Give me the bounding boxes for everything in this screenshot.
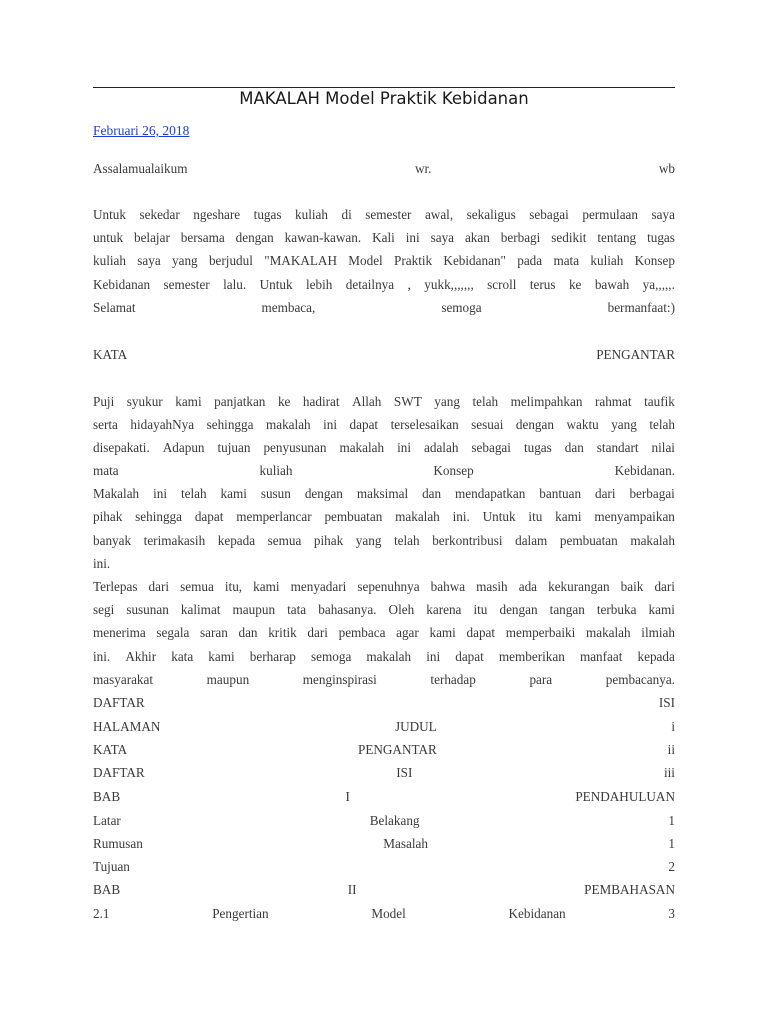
word: HALAMAN — [93, 719, 161, 734]
word: ISI — [396, 765, 413, 780]
word: ii — [667, 742, 675, 757]
word: semua — [267, 533, 302, 548]
word: untuk — [93, 230, 124, 245]
word: detailnya — [345, 277, 395, 292]
word: Oleh — [388, 602, 415, 617]
word: kepada — [637, 649, 675, 664]
word: baik — [620, 579, 644, 594]
word: SWT — [393, 394, 422, 409]
word: PEMBAHASAN — [584, 882, 675, 897]
word: terus — [529, 277, 556, 292]
word: Puji — [93, 394, 115, 409]
word: susun — [260, 486, 291, 501]
word: tugas — [523, 440, 552, 455]
word: menyampaikan — [594, 509, 675, 524]
word: permulaan — [582, 207, 638, 222]
word: PENGANTAR — [357, 742, 437, 757]
word: kami — [220, 486, 247, 501]
word: BAB — [93, 882, 121, 897]
word: ini — [426, 649, 441, 664]
text-line — [93, 273, 675, 296]
word: kata — [171, 649, 194, 664]
word: sebagai — [471, 440, 511, 455]
word: agar — [396, 625, 419, 640]
word: ini — [153, 486, 167, 501]
word: berbagi — [500, 230, 541, 245]
word: lebih — [306, 277, 333, 292]
word: yang — [355, 533, 382, 548]
word: Konsep — [433, 463, 474, 478]
text-line — [93, 855, 675, 878]
word: menyadari — [290, 579, 347, 594]
word: karena — [426, 602, 462, 617]
word: telah — [649, 417, 675, 432]
word: pihak — [93, 509, 123, 524]
word: 1 — [668, 836, 675, 851]
word: saya — [651, 207, 675, 222]
word: KATA — [93, 347, 128, 362]
word: bahwa — [430, 579, 466, 594]
word: bersama — [180, 230, 225, 245]
word: lalu. — [223, 277, 247, 292]
word: pembuatan — [559, 533, 618, 548]
word: Selamat — [93, 300, 136, 315]
word: dapat — [466, 625, 496, 640]
word: mata — [553, 253, 580, 268]
word: akan — [464, 230, 490, 245]
text-line — [93, 761, 675, 784]
text-line — [93, 343, 675, 366]
word: dapat — [455, 649, 484, 664]
word: melimpahkan — [510, 394, 583, 409]
word: itu — [528, 509, 543, 524]
word: hadirat — [302, 394, 340, 409]
word: taufik — [644, 394, 675, 409]
text-line — [93, 552, 675, 575]
word: masyarakat — [93, 672, 154, 687]
word: Kebidanan. — [614, 463, 675, 478]
title-rule — [93, 87, 675, 88]
word: dengan — [515, 417, 554, 432]
text-line — [93, 809, 675, 832]
word: dengan — [499, 602, 538, 617]
word: Kebidanan — [508, 906, 566, 921]
word: waktu — [566, 417, 599, 432]
word: terimakasih — [143, 533, 206, 548]
word: sepenuhnya — [357, 579, 420, 594]
word: 2 — [668, 859, 675, 874]
word: I — [345, 789, 350, 804]
word: Adapun — [162, 440, 205, 455]
word: memberikan — [498, 649, 565, 664]
text-line — [93, 203, 675, 226]
word: makalah — [630, 533, 675, 548]
word: memperbaiki — [505, 625, 576, 640]
word: ke — [568, 277, 582, 292]
word: kuliah — [259, 463, 293, 478]
word: sesuai — [471, 417, 504, 432]
word: kritik — [268, 625, 297, 640]
word: dan — [564, 440, 584, 455]
word: Kali — [372, 230, 395, 245]
word: Allah — [352, 394, 382, 409]
word: serta — [93, 417, 118, 432]
word: wb — [658, 161, 675, 176]
word: makalah — [265, 417, 311, 432]
word: 1 — [668, 813, 675, 828]
word: makalah — [585, 625, 631, 640]
word: Untuk — [259, 277, 293, 292]
text-line — [93, 505, 675, 528]
word: di — [341, 207, 352, 222]
word: Praktik — [394, 253, 433, 268]
word: terhadap — [430, 672, 476, 687]
word: "MAKALAH — [264, 253, 337, 268]
word: Akhir — [125, 649, 157, 664]
word: maksimal — [356, 486, 409, 501]
word: DAFTAR — [93, 765, 145, 780]
text-line — [93, 621, 675, 644]
text-line — [93, 482, 675, 505]
word: Pengertian — [212, 906, 269, 921]
word: dapat — [349, 417, 379, 432]
word: saya — [430, 230, 455, 245]
text-line — [93, 529, 675, 552]
word: Latar — [93, 813, 121, 828]
word: kami — [555, 509, 582, 524]
word: kami — [429, 625, 456, 640]
text-line — [93, 832, 675, 855]
word: , — [407, 277, 411, 292]
word: ini — [323, 417, 338, 432]
word: Untuk — [93, 207, 126, 222]
word: yukk,,,,,,, — [424, 277, 474, 292]
word: Kebidanan" — [443, 253, 506, 268]
word: kepada — [217, 533, 256, 548]
word: pada — [517, 253, 543, 268]
word: maupun — [206, 672, 250, 687]
text-line — [93, 436, 675, 459]
word: nilai — [651, 440, 675, 455]
word: berharap — [249, 649, 296, 664]
word: Model — [348, 253, 383, 268]
word: penyusunan — [263, 440, 327, 455]
word: Masalah — [383, 836, 428, 851]
word: semua — [180, 579, 214, 594]
word: dan — [238, 625, 258, 640]
text-line — [93, 785, 675, 808]
text-line — [93, 157, 675, 180]
text-line — [93, 575, 675, 598]
word: belajar — [133, 230, 170, 245]
word: pembuatan — [324, 509, 383, 524]
post-date-link[interactable]: Februari 26, 2018 — [93, 123, 190, 138]
word: JUDUL — [394, 719, 437, 734]
word: dari — [148, 579, 170, 594]
word: itu, — [224, 579, 243, 594]
word: tangan — [549, 602, 585, 617]
word: pihak — [313, 533, 344, 548]
word: ilmiah — [641, 625, 675, 640]
word: memperlancar — [236, 509, 312, 524]
word: susunan — [126, 602, 169, 617]
text-line — [93, 738, 675, 761]
word: Rumusan — [93, 836, 143, 851]
word: itu — [473, 602, 488, 617]
word: Model — [371, 906, 406, 921]
word: tugas — [253, 207, 282, 222]
word: kami — [208, 649, 235, 664]
word: telah — [180, 486, 207, 501]
word: Terlepas — [93, 579, 138, 594]
text-line — [93, 691, 675, 714]
word: syukur — [126, 394, 163, 409]
word: 2.1 — [93, 906, 110, 921]
word: dapat — [194, 509, 224, 524]
word: dari — [594, 486, 616, 501]
word: menginspirasi — [302, 672, 377, 687]
word: segala — [156, 625, 190, 640]
word: ini — [405, 230, 420, 245]
word: KATA — [93, 742, 128, 757]
word: wr. — [414, 161, 432, 176]
word: Makalah — [93, 486, 140, 501]
word: PENGANTAR — [596, 347, 675, 362]
word: kuliah — [93, 253, 126, 268]
word: ya,,,,,. — [642, 277, 675, 292]
word: tujuan — [217, 440, 251, 455]
word: makalah — [395, 509, 440, 524]
word: mendapatkan — [455, 486, 526, 501]
word: tentang — [597, 230, 637, 245]
text-line — [93, 598, 675, 621]
word: sehingga — [135, 509, 183, 524]
word: masih — [476, 579, 508, 594]
word: ini. — [93, 556, 111, 571]
word: pembacanya. — [605, 672, 675, 687]
word: kami — [648, 602, 675, 617]
word: scroll — [487, 277, 517, 292]
text-line — [93, 249, 675, 272]
word: ke — [277, 394, 291, 409]
word: II — [347, 882, 357, 897]
text-line — [93, 459, 675, 482]
word: 3 — [668, 906, 675, 921]
word: berjudul — [208, 253, 253, 268]
word: semester — [365, 207, 412, 222]
word: kawan-kawan. — [284, 230, 362, 245]
text-line — [93, 390, 675, 413]
word: Kebidanan — [93, 277, 151, 292]
word: banyak — [93, 533, 132, 548]
word: saya — [137, 253, 161, 268]
word: ISI — [658, 695, 675, 710]
text-line — [93, 226, 675, 249]
word: Untuk — [482, 509, 516, 524]
word: semoga — [311, 649, 352, 664]
word: kuliah — [590, 253, 624, 268]
word: pembaca — [338, 625, 386, 640]
word: adalah — [424, 440, 459, 455]
word: panjatkan — [214, 394, 266, 409]
word: bermanfaat:) — [607, 300, 675, 315]
word: yang — [172, 253, 198, 268]
word: bahasanya. — [318, 602, 377, 617]
word: dengan — [304, 486, 343, 501]
word: PENDAHULUAN — [575, 789, 675, 804]
page-title: MAKALAH Model Praktik Kebidanan — [239, 89, 529, 108]
word: ini. — [452, 509, 470, 524]
word: sekaligus — [466, 207, 516, 222]
word: tata — [287, 602, 307, 617]
text-line — [93, 878, 675, 901]
word: berbagai — [629, 486, 675, 501]
text-line — [93, 902, 675, 925]
word: telah — [394, 533, 420, 548]
word: segi — [93, 602, 115, 617]
word: ngeshare — [193, 207, 241, 222]
word: dalam — [515, 533, 548, 548]
word: terselesaikan — [390, 417, 459, 432]
word: sedikit — [551, 230, 587, 245]
word: yang — [611, 417, 637, 432]
word: makalah — [339, 440, 385, 455]
word: i — [671, 719, 675, 734]
word: dan — [422, 486, 442, 501]
word: telah — [472, 394, 499, 409]
word: sehingga — [206, 417, 254, 432]
word: DAFTAR — [93, 695, 145, 710]
word: hidayahNya — [130, 417, 195, 432]
word: sebagai — [529, 207, 569, 222]
word: kami — [175, 394, 202, 409]
word: dari — [307, 625, 328, 640]
word: menerima — [93, 625, 146, 640]
word: yang — [434, 394, 460, 409]
word: bantuan — [539, 486, 582, 501]
word: terbuka — [596, 602, 637, 617]
word: tugas — [647, 230, 675, 245]
text-line — [93, 645, 675, 668]
word: semoga — [441, 300, 482, 315]
word: mata — [93, 463, 119, 478]
word: manfaat — [579, 649, 623, 664]
word: para — [529, 672, 553, 687]
word: awal, — [424, 207, 454, 222]
word: iii — [663, 765, 675, 780]
word: semester — [163, 277, 210, 292]
word: saran — [200, 625, 228, 640]
word: Belakang — [369, 813, 420, 828]
word: kuliah — [295, 207, 328, 222]
word: kami — [253, 579, 280, 594]
word: kalimat — [180, 602, 221, 617]
word: berkontribusi — [432, 533, 503, 548]
word: standart — [596, 440, 639, 455]
word: ini. — [93, 649, 111, 664]
word: dengan — [235, 230, 274, 245]
text-line — [93, 413, 675, 436]
word: bawah — [594, 277, 630, 292]
text-line — [93, 668, 675, 691]
word: ini — [397, 440, 412, 455]
word: ada — [518, 579, 538, 594]
word: sekedar — [139, 207, 180, 222]
word: maupun — [232, 602, 276, 617]
word: disepakati. — [93, 440, 150, 455]
word: rahmat — [594, 394, 632, 409]
text-line — [93, 296, 675, 319]
word: membaca, — [261, 300, 316, 315]
word: Tujuan — [93, 859, 130, 874]
word: kekurangan — [548, 579, 610, 594]
word: Konsep — [634, 253, 675, 268]
word: dari — [654, 579, 675, 594]
word: Assalamualaikum — [93, 161, 188, 176]
text-line — [93, 715, 675, 738]
word: BAB — [93, 789, 121, 804]
word: makalah — [366, 649, 412, 664]
